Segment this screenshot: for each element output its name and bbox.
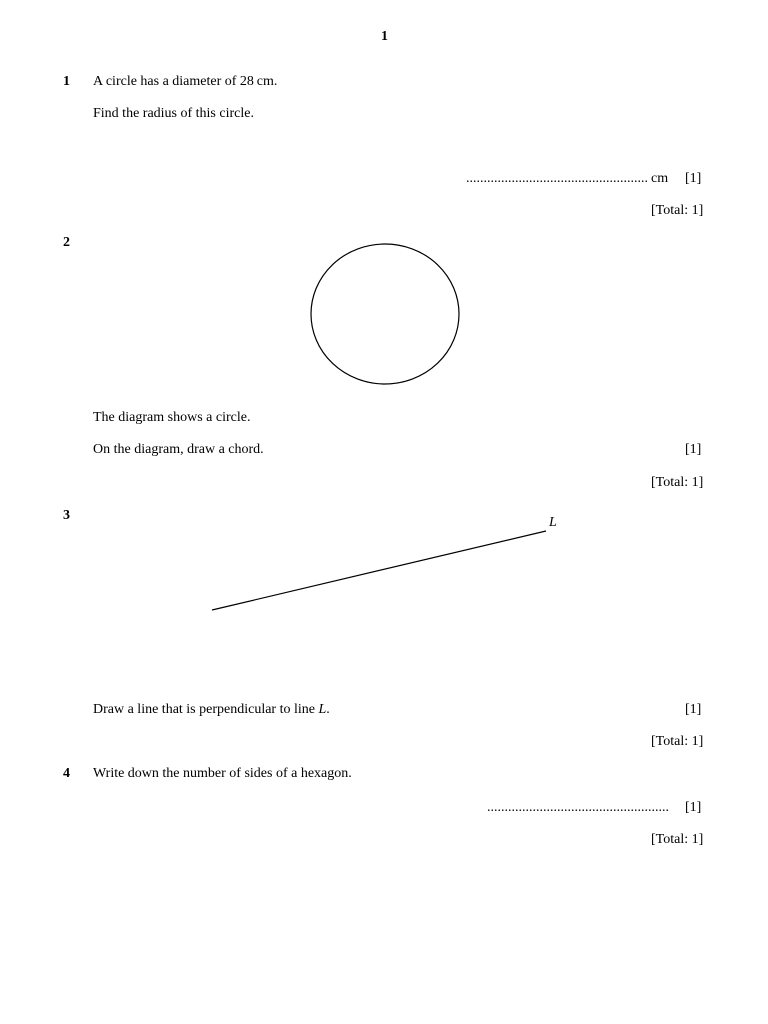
question-1-marks: [1] bbox=[685, 171, 702, 186]
question-1-answer-line[interactable]: .................................................... bbox=[466, 171, 648, 186]
question-1-answer-unit: cm bbox=[651, 171, 669, 186]
question-2-text: The diagram shows a circle. bbox=[93, 410, 251, 425]
question-3-instruction-text: Draw a line that is perpendicular to line bbox=[93, 702, 319, 717]
page-number: 1 bbox=[381, 29, 388, 44]
question-4-answer-line[interactable]: .................................................... bbox=[487, 800, 669, 815]
circle-diagram[interactable] bbox=[300, 236, 470, 392]
line-l bbox=[212, 531, 546, 610]
question-4-text: Write down the number of sides of a hexagon. bbox=[93, 766, 352, 781]
question-2-total: [Total: 1] bbox=[651, 475, 704, 490]
question-1-prompt: Find the radius of this circle. bbox=[93, 106, 254, 121]
question-3-number: 3 bbox=[63, 508, 70, 523]
question-2-instruction: On the diagram, draw a chord. bbox=[93, 442, 264, 457]
circle-shape bbox=[311, 244, 459, 384]
question-1-text: A circle has a diameter of 28 cm. bbox=[93, 74, 278, 89]
question-4-total: [Total: 1] bbox=[651, 832, 704, 847]
question-1-total: [Total: 1] bbox=[651, 203, 704, 218]
question-2-marks: [1] bbox=[685, 442, 702, 457]
question-3-total: [Total: 1] bbox=[651, 734, 704, 749]
question-4-marks: [1] bbox=[685, 800, 702, 815]
question-3-instruction-var: L bbox=[318, 702, 327, 717]
question-3-instruction bbox=[93, 702, 330, 718]
question-1-number: 1 bbox=[63, 74, 70, 89]
question-3-marks: [1] bbox=[685, 702, 702, 717]
question-3-instruction-end: . bbox=[326, 702, 330, 717]
question-2-number: 2 bbox=[63, 235, 70, 250]
line-l-diagram[interactable] bbox=[200, 520, 560, 620]
question-4-number: 4 bbox=[63, 766, 70, 781]
line-l-label: L bbox=[549, 515, 557, 530]
